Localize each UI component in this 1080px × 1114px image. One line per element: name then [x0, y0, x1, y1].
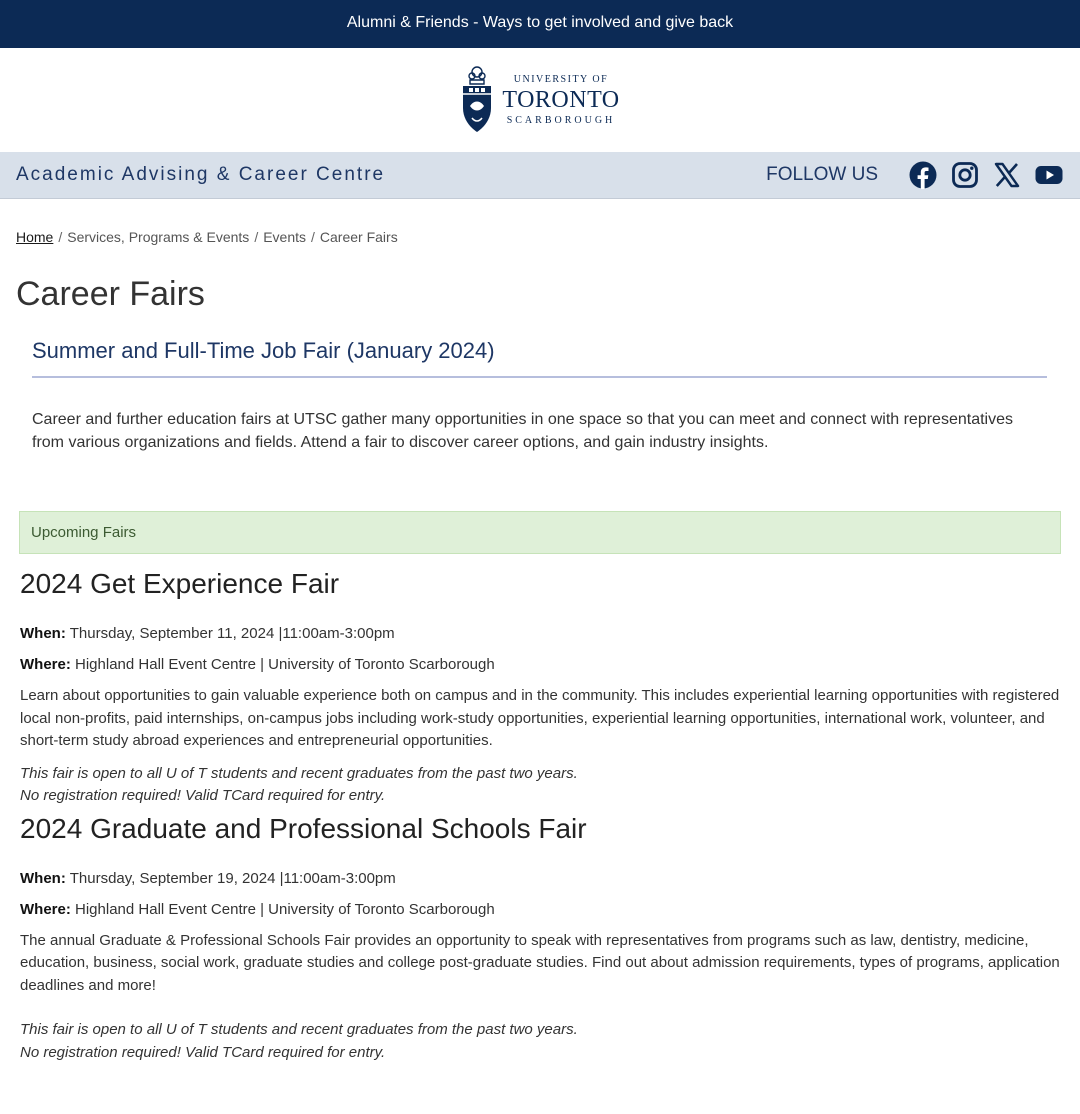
follow-us-group [766, 160, 1064, 190]
logo-line-university-of: UNIVERSITY OF [513, 73, 609, 85]
fair-description: Learn about opportunities to gain valuable experience both on campus and in the community. This includes experiential learning opportunities with registered local non-profits, paid internships, on-campus jobs including work-study opportunities, experiential learning opportunities, international work, volunteer, and short-term study abroad experiences and entrepreneurial opportunities. [20, 687, 1060, 749]
fair-note-eligibility: This fair is open to all U of T students and recent graduates from the past two years. [20, 1021, 578, 1038]
fair-note-registration: No registration required! Valid TCard required for entry. [20, 1043, 386, 1061]
intro-paragraph: Career and further education fairs at UTSC gather many opportunities in one space so that you can meet and connect with representatives from various organizations and fields. Attend a fair to discover career options, and gain industry insights. [32, 411, 1013, 451]
fair-when [20, 625, 1061, 642]
header-logo-area [0, 48, 1080, 152]
fair-get-experience [20, 568, 1061, 808]
where-label: Where: [20, 656, 71, 673]
breadcrumb-home-link[interactable]: Home [16, 229, 54, 245]
fair-note [20, 1019, 1061, 1064]
job-fair-link[interactable]: Summer and Full-Time Job Fair (January 2024) [32, 338, 495, 363]
site-subheader [0, 152, 1080, 199]
x-icon[interactable] [992, 160, 1022, 190]
breadcrumb-item-services: Services, Programs & Events [67, 229, 250, 245]
fair-note-eligibility: This fair is open to all U of T students and recent graduates from the past two years. [20, 764, 578, 782]
fair-title: 2024 Get Experience Fair [20, 568, 340, 599]
alumni-friends-link[interactable]: Alumni & Friends - Ways to get involved and give back [346, 14, 734, 31]
breadcrumb-item-events: Events [263, 229, 307, 245]
top-banner [0, 0, 1080, 48]
fair-note-registration: No registration required! Valid TCard required for entry. [20, 787, 386, 804]
breadcrumb [16, 229, 1061, 245]
logo-wordmark [502, 75, 619, 126]
where-value: Highland Hall Event Centre | University of Toronto Scarborough [75, 656, 495, 673]
follow-us-label: FOLLOW US [766, 164, 878, 185]
when-value: Thursday, September 11, 2024 |11:00am-3:00pm [69, 625, 395, 642]
fair-where [20, 901, 1061, 918]
breadcrumb-separator: / [254, 229, 259, 245]
breadcrumb-separator: / [58, 229, 63, 245]
breadcrumb-separator: / [311, 229, 315, 245]
job-fair-section [32, 338, 1047, 378]
breadcrumb-item-career-fairs: Career Fairs [319, 229, 398, 245]
upcoming-fairs-banner: Upcoming Fairs [19, 511, 1061, 554]
page-title: Career Fairs [16, 275, 205, 313]
fair-description: The annual Graduate & Professional Schools Fair provides an opportunity to speak with representatives from programs such as law, dentistry, medicine, education, business, social work, graduate studies and college post-graduate studies. Find out about admission requirements, types of programs, application deadlines and more! [20, 931, 1060, 994]
fair-title: 2024 Graduate and Professional Schools Fair [20, 812, 587, 844]
crest-icon [460, 64, 494, 136]
instagram-icon[interactable] [950, 160, 980, 190]
logo-line-toronto: TORONTO [502, 86, 620, 113]
where-value: Highland Hall Event Centre | University of Toronto Scarborough [75, 900, 495, 918]
when-label: When: [20, 625, 66, 642]
facebook-icon[interactable] [908, 160, 938, 190]
fair-grad-professional [20, 813, 1061, 1065]
when-label: When: [20, 869, 66, 887]
fair-where [20, 656, 1061, 673]
main-content [0, 229, 1080, 1064]
logo-line-scarborough: SCARBOROUGH [506, 114, 616, 126]
where-label: Where: [20, 900, 71, 918]
when-value: Thursday, September 19, 2024 |11:00am-3:00pm [69, 869, 396, 887]
utsc-logo[interactable] [460, 64, 619, 136]
fair-when [20, 870, 1061, 887]
youtube-icon[interactable] [1034, 160, 1064, 190]
fair-note [20, 763, 1061, 808]
site-title-link[interactable]: Academic Advising & Career Centre [16, 164, 386, 185]
